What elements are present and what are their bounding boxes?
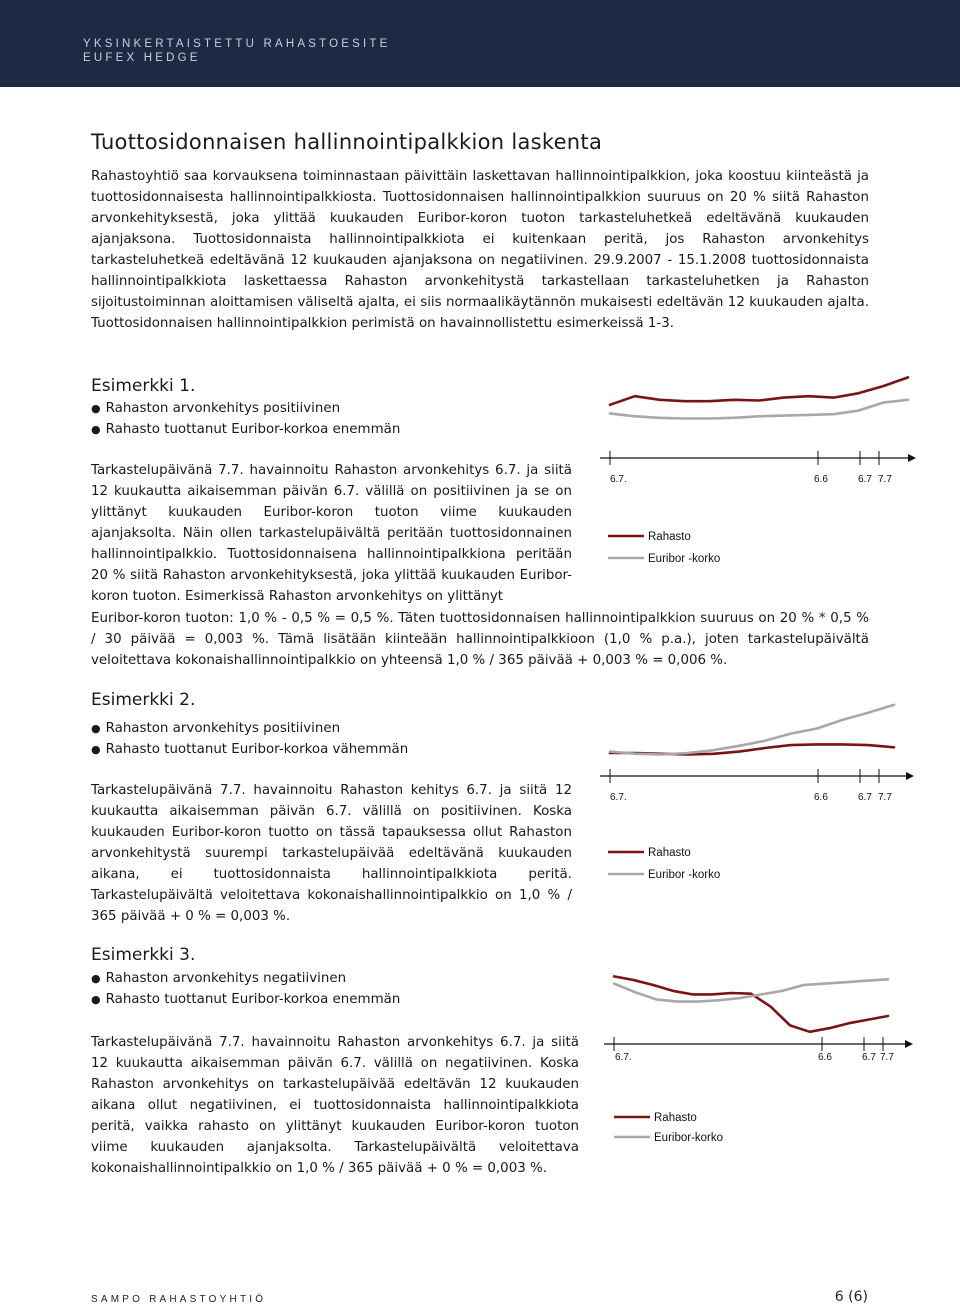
- legend-label-0: Rahasto: [648, 531, 691, 543]
- series-line-1: [610, 705, 894, 755]
- footer-company: SAMPO RAHASTOYHTIÖ: [91, 1294, 267, 1305]
- x-tick-label: 7.7: [878, 474, 892, 485]
- legend-label-1: Euribor -korko: [648, 869, 721, 881]
- example-2-chart-svg: [596, 690, 916, 900]
- example-1-heading: Esimerkki 1.: [91, 376, 196, 396]
- legend-label-1: Euribor -korko: [648, 553, 721, 565]
- example-1-bullet-2: ● Rahasto tuottanut Euribor-korkoa enemmän: [91, 419, 400, 440]
- footer-page-number: 6 (6): [834, 1289, 868, 1305]
- series-line-1: [610, 400, 908, 419]
- example-2-bullet-2: ● Rahasto tuottanut Euribor-korkoa vähemmän: [91, 739, 408, 760]
- x-axis-arrow: [906, 772, 914, 780]
- series-line-0: [614, 976, 888, 1031]
- series-line-1: [614, 979, 888, 1001]
- intro-text: Rahastoyhtiö saa korvauksena toiminnastaan päivittäin laskettavan hallinnointipalkkion, joka koostuu kiinteästä ja tuottosidonnaisesta hallinnointipalkkiosta. Tuottosidonnaisen hallinnointipalkkion suuruus on 20 % siitä Rahaston arvonkehityksestä, joka ylittää kuukauden Euribor-koron tuoton tarkasteluhetkeä edeltävänä kuukauden ajanjaksona. Tuottosidonnaista hallinnointipalkkiota ei kuitenkaan peritä, jos Rahaston arvonkehitys tarkasteluhetkeä edeltävänä 12 kuukauden ajanjaksona on negatiivinen. 29.9.2007 - 15.1.2008 tuottosidonnaista hallinnointipalkkiota laskettaessa Rahaston arvonkehitystä tarkastellaan tarkasteluhetken ja Rahaston sijoitustoiminnan aloittamisen väliseltä ajalta, ei siis normaalikäytännön mukaisesti edeltävän 12 kuukauden ajalta. Tuottosidonnaisen hallinnointipalkkion perimistä on havainnollistettu esimerkeissä 1-3.: [91, 169, 869, 331]
- example-1-bullets: [91, 398, 400, 440]
- legend-label-0: Rahasto: [648, 847, 691, 859]
- example-3-bullets: [91, 968, 400, 1010]
- example-1-text-narrow: Tarkastelupäivänä 7.7. havainnoitu Rahaston arvonkehitys 6.7. ja siitä 12 kuukautta aikaisemman päivän 6.7. välillä on positiivinen ja se on ylittänyt kuukauden Euribor-koron tuoton viime kuukauden ajanjaksolta. Näin ollen tarkastelupäivältä peritään tuottosidonnainen hallinnointipalkkio. Tuottosidonnaisena hallinnointipalkkiona peritään 20 % siitä Rahaston arvonkehityksestä, joka ylittää kuukauden Euribor-koron tuoton. Esimerkissä Rahaston arvonkehitys on ylittänyt: [91, 463, 572, 604]
- example-3-chart-svg: [600, 958, 920, 1158]
- example-3-text: Tarkastelupäivänä 7.7. havainnoitu Rahaston arvonkehitys 6.7. ja siitä 12 kuukautta aikaisemman päivän 6.7. välillä on negatiivinen. Koska Rahaston arvonkehitys on tarkastelupäivää edeltävän 12 kuukauden aikana ollut negatiivinen, ei tuottosidonnaista hallinnointipalkkiota peritä, vaikka rahasto on ylittänyt kuukauden Euribor-koron tuoton viime kuukauden ajanjaksolta. Tarkastelupäivältä veloitettava kokonaishallinnointipalkkio on 1,0 % / 365 päivää + 0 % = 0,003 %.: [91, 1035, 579, 1176]
- section-title: Tuottosidonnaisen hallinnointipalkkion laskenta: [91, 130, 603, 154]
- x-tick-label: 6.6: [814, 474, 828, 485]
- example-3-chart: [600, 958, 920, 1158]
- x-tick-label: 6.7: [858, 792, 872, 803]
- intro-paragraph: [91, 166, 869, 334]
- page-header: [0, 0, 960, 87]
- x-tick-label: 7.7: [880, 1052, 894, 1063]
- header-fund-name: EUFEX HEDGE: [83, 52, 201, 64]
- example-3-heading: Esimerkki 3.: [91, 945, 196, 965]
- example-1-text-wide: Euribor-koron tuoton: 1,0 % - 0,5 % = 0,5 %. Täten tuottosidonnaisen hallinnointipalkkion suuruus on 20 % * 0,5 % / 30 päivää = 0,003 %. Tämä lisätään kiinteään hallinnointipalkkioon (1,0 % p.a.), joten tarkastelupäivältä veloitettava kokonaishallinnointipalkkio on yhteensä 1,0 % / 365 päivää + 0,003 % = 0,006 %.: [91, 611, 869, 668]
- example-1-chart-svg: [596, 372, 916, 582]
- example-1-chart: [596, 372, 916, 582]
- series-line-0: [610, 377, 908, 404]
- x-axis-arrow: [905, 1040, 913, 1048]
- x-tick-label: 6.7: [862, 1052, 876, 1063]
- example-3-bullet-1: ● Rahaston arvonkehitys negatiivinen: [91, 968, 400, 989]
- x-tick-label: 6.7: [858, 474, 872, 485]
- legend-label-0: Rahasto: [654, 1112, 697, 1124]
- example-2-text: Tarkastelupäivänä 7.7. havainnoitu Rahaston kehitys 6.7. ja siitä 12 kuukautta aikaisemman päivän 6.7. välillä on positiivinen. Koska kuukauden Euribor-koron tuotto on tässä tapauksessa ollut Rahaston arvonkehitystä suurempi tarkastelupäivää edeltävänä kuukauden aikana, ei tuottosidonnaista hallinnointipalkkiota peritä. Tarkastelupäivältä veloitettava kokonaishallinnointipalkkio on 1,0 % / 365 päivää + 0 % = 0,003 %.: [91, 783, 572, 924]
- x-axis-arrow: [908, 454, 916, 462]
- legend-label-1: Euribor-korko: [654, 1132, 724, 1144]
- x-tick-label: 6.6: [814, 792, 828, 803]
- x-tick-label: 6.7.: [610, 474, 627, 485]
- x-tick-label: 6.6: [818, 1052, 832, 1063]
- header-document-type: YKSINKERTAISTETTU RAHASTOESITE: [83, 38, 391, 50]
- example-1-bullet-1: ● Rahaston arvonkehitys positiivinen: [91, 398, 400, 419]
- example-2-chart: [596, 690, 916, 900]
- example-3-bullet-2: ● Rahasto tuottanut Euribor-korkoa enemmän: [91, 989, 400, 1010]
- example-2-bullet-1: ● Rahaston arvonkehitys positiivinen: [91, 718, 408, 739]
- x-tick-label: 7.7: [878, 792, 892, 803]
- example-2-heading: Esimerkki 2.: [91, 690, 196, 710]
- example-2-bullets: [91, 718, 408, 760]
- x-tick-label: 6.7.: [615, 1052, 632, 1063]
- x-tick-label: 6.7.: [610, 792, 627, 803]
